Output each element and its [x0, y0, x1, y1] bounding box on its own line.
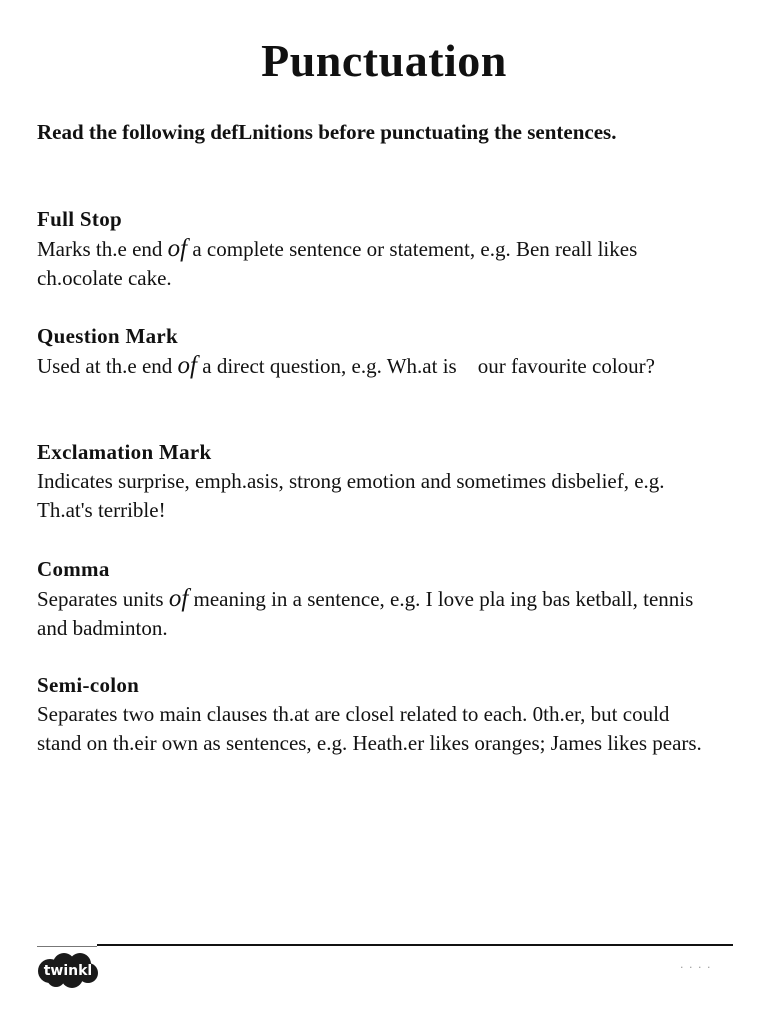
definition-text-of: of — [177, 352, 197, 379]
section-heading: Question Mark — [37, 324, 178, 348]
section-definition — [37, 234, 717, 293]
twinkl-logo — [36, 951, 100, 989]
section-definition: Indicates surprise, emph.asis, strong emotion and sometimes disbelief, e.g. Th.at's terrible! — [37, 469, 665, 522]
page-title: Punctuation — [261, 35, 507, 86]
section-heading: Exclamation Mark — [37, 440, 212, 464]
section-semi-colon — [37, 671, 717, 758]
definition-text-of: of — [168, 585, 189, 612]
definition-text: Separates units — [37, 587, 169, 611]
section-exclamation-mark — [37, 438, 717, 525]
definition-text: a direct question, e.g. Wh.at is our favourite colour? — [197, 354, 655, 378]
section-question-mark — [37, 322, 717, 381]
page-mark: . . . . — [680, 958, 712, 971]
definition-text: Used at th.e end — [37, 354, 178, 378]
instructions: Read the following defLnitions before punctuating the sentences. — [37, 120, 617, 144]
section-full-stop — [37, 205, 717, 293]
section-definition — [37, 584, 717, 643]
footer-divider-left — [37, 946, 97, 947]
section-heading: Comma — [37, 557, 110, 581]
logo-text: twinkl — [43, 963, 93, 979]
section-definition — [37, 351, 717, 381]
section-heading: Semi-colon — [37, 673, 140, 697]
section-heading: Full Stop — [37, 207, 122, 231]
definition-text-of: of — [167, 235, 188, 262]
section-comma — [37, 555, 717, 643]
section-definition: Separates two main clauses th.at are closel related to each. 0th.er, but could stand on th.eir own as sentences, e.g. Heath.er likes oranges; James likes pears. — [37, 702, 702, 755]
definition-text: a complete sentence or statement, e.g. Ben reall likes ch.ocolate cake. — [37, 237, 643, 290]
definition-text: meaning in a sentence, e.g. I love pla ing bas ketball, tennis and badminton. — [37, 587, 699, 640]
footer-divider — [97, 944, 733, 946]
definition-text: Marks th.e end — [37, 237, 168, 261]
